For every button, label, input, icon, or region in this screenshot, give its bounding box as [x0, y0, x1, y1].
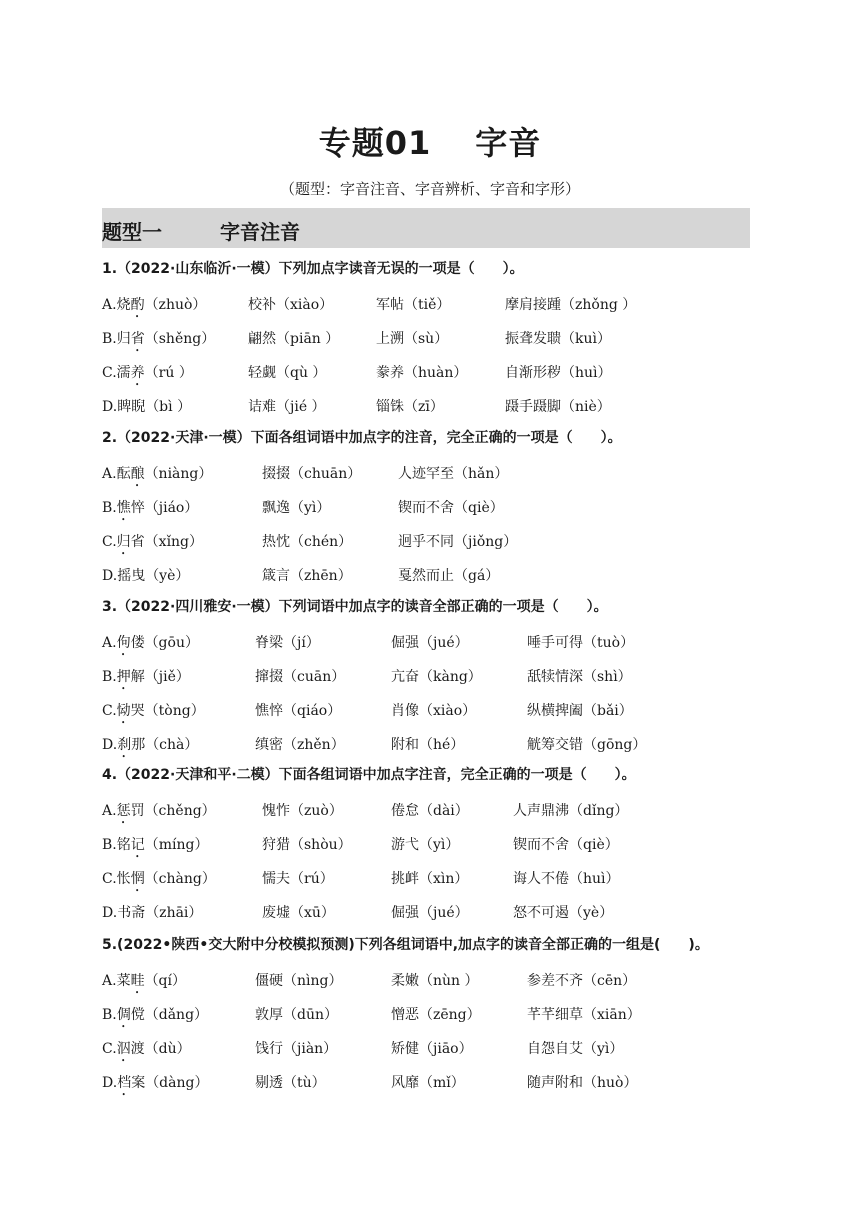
- option-word: 狩猎（shòu）: [262, 837, 352, 853]
- option-word: 憎恶（zēng）: [391, 1007, 481, 1023]
- question-stem: 3.（2022·四川雅安·一模）下列词语中加点字的读音全部正确的一项是（ ）。: [102, 599, 608, 615]
- option-word: A.佝偻（gōu）: [102, 635, 199, 651]
- option-row: [0, 1072, 860, 1094]
- option-row: [0, 396, 860, 418]
- option-word: 校补（xiào）: [248, 297, 334, 313]
- option-word: 军帖（tiě）: [376, 297, 451, 313]
- option-word: 锲而不舍（qiè）: [513, 837, 619, 853]
- option-word: C.泅渡（dù）: [102, 1041, 191, 1057]
- option-word: 愧怍（zuò）: [262, 803, 343, 819]
- option-word: 倦怠（dài）: [391, 803, 469, 819]
- page-title: [0, 118, 860, 164]
- section-header: [102, 208, 750, 248]
- option-row: [0, 294, 860, 316]
- option-word: D.书斋（zhāi）: [102, 905, 203, 921]
- option-row: [0, 632, 860, 654]
- option-row: [0, 734, 860, 756]
- option-word: 摩肩接踵（zhǒng ）: [505, 297, 637, 313]
- option-word: A.酝酿（niàng）: [102, 466, 213, 482]
- option-row: [0, 1004, 860, 1026]
- option-word: 迥乎不同（jiǒng）: [398, 534, 518, 550]
- question-stem: 2.（2022·天津·一模）下面各组词语中加点字的注音，完全正确的一项是（ ）。: [102, 430, 622, 446]
- option-word: 随声附和（huò）: [527, 1075, 638, 1091]
- option-row: [0, 1038, 860, 1060]
- option-word: 上溯（sù）: [376, 331, 449, 347]
- option-word: 戛然而止（gá）: [398, 568, 500, 584]
- option-word: 锱铢（zī）: [376, 399, 444, 415]
- option-word: 附和（hé）: [391, 737, 465, 753]
- option-word: 亢奋（kàng）: [391, 669, 482, 685]
- page-subtitle: （题型：字音注音、字音辨析、字音和字形）: [279, 180, 580, 198]
- option-word: 豢养（huàn）: [376, 365, 468, 381]
- option-word: 风靡（mǐ）: [391, 1075, 465, 1091]
- option-word: 撺掇（cuān）: [255, 669, 346, 685]
- option-word: B.归省（shěng）: [102, 331, 216, 347]
- option-word: C.濡养（rú ）: [102, 365, 193, 381]
- option-word: 人迹罕至（hǎn）: [398, 466, 509, 482]
- option-row: [0, 834, 860, 856]
- option-word: B.憔悴（jiáo）: [102, 500, 199, 516]
- option-word: 人声鼎沸（dǐng）: [513, 803, 629, 819]
- option-word: C.归省（xǐng）: [102, 534, 204, 550]
- option-row: [0, 565, 860, 587]
- option-row: [0, 970, 860, 992]
- option-row: [0, 800, 860, 822]
- option-word: 剔透（tù）: [255, 1075, 326, 1091]
- option-word: 轻觑（qù ）: [248, 365, 327, 381]
- title-topic: 字音: [475, 124, 542, 162]
- option-word: B.倜傥（dǎng）: [102, 1007, 209, 1023]
- option-word: 诘难（jié ）: [248, 399, 326, 415]
- option-row: [0, 362, 860, 384]
- option-word: 热忱（chén）: [262, 534, 353, 550]
- option-word: 挑衅（xìn）: [391, 871, 469, 887]
- option-word: A.烧酌（zhuò）: [102, 297, 207, 313]
- option-word: 倔强（jué）: [391, 635, 469, 651]
- option-word: 箴言（zhēn）: [262, 568, 352, 584]
- option-word: 敦厚（dūn）: [255, 1007, 338, 1023]
- option-word: C.恸哭（tòng）: [102, 703, 205, 719]
- option-row: [0, 328, 860, 350]
- option-word: 缜密（zhěn）: [255, 737, 345, 753]
- option-word: 憔悴（qiáo）: [255, 703, 342, 719]
- question-stem: 4.（2022·天津和平·二模）下面各组词语中加点字注音，完全正确的一项是（ ）。: [102, 767, 636, 783]
- option-word: 自怨自艾（yì）: [527, 1041, 624, 1057]
- question-stem: 5.(2022•陕西•交大附中分校模拟预测)下列各组词语中,加点字的读音全部正确的一组是( )。: [102, 937, 709, 953]
- option-word: C.怅惘（chàng）: [102, 871, 216, 887]
- option-word: D.档案（dàng）: [102, 1075, 209, 1091]
- option-word: 肖像（xiào）: [391, 703, 477, 719]
- option-row: [0, 868, 860, 890]
- option-word: 自渐形秽（huì）: [505, 365, 612, 381]
- option-word: 参差不齐（cēn）: [527, 973, 637, 989]
- option-row: [0, 666, 860, 688]
- option-row: [0, 463, 860, 485]
- option-word: 掇掇（chuān）: [262, 466, 362, 482]
- option-word: 僵硬（nìng）: [255, 973, 343, 989]
- option-word: 诲人不倦（huì）: [513, 871, 620, 887]
- option-word: B.铭记（míng）: [102, 837, 209, 853]
- option-word: 倔强（jué）: [391, 905, 469, 921]
- option-word: 蹑手蹑脚（niè）: [505, 399, 611, 415]
- option-word: 飘逸（yì）: [262, 500, 331, 516]
- option-word: 翩然（piān ）: [248, 331, 340, 347]
- option-row: [0, 902, 860, 924]
- option-word: 脊梁（jí）: [255, 635, 320, 651]
- title-main: 专题01: [318, 124, 432, 162]
- option-row: [0, 700, 860, 722]
- option-word: D.睥睨（bì ）: [102, 399, 192, 415]
- option-word: D.刹那（chà）: [102, 737, 199, 753]
- option-word: D.摇曳（yè）: [102, 568, 190, 584]
- option-word: B.押解（jiě）: [102, 669, 190, 685]
- option-word: 怒不可遏（yè）: [513, 905, 614, 921]
- option-word: 纵横捭阖（bǎi）: [527, 703, 633, 719]
- option-word: 唾手可得（tuò）: [527, 635, 635, 651]
- option-word: 游弋（yì）: [391, 837, 460, 853]
- option-word: 柔嫩（nùn ）: [391, 973, 479, 989]
- option-word: 觥筹交错（gōng）: [527, 737, 647, 753]
- section-label: 题型一: [102, 220, 162, 244]
- option-word: 振聋发聩（kuì）: [505, 331, 611, 347]
- section-name: 字音注音: [220, 220, 300, 244]
- option-word: 舐犊情深（shì）: [527, 669, 632, 685]
- option-word: 矫健（jiāo）: [391, 1041, 473, 1057]
- option-word: 饯行（jiàn）: [255, 1041, 338, 1057]
- option-word: A.菜畦（qí）: [102, 973, 187, 989]
- option-word: 懦夫（rú）: [262, 871, 334, 887]
- option-row: [0, 531, 860, 553]
- option-row: [0, 497, 860, 519]
- question-stem: 1.（2022·山东临沂·一模）下列加点字读音无误的一项是（ ）。: [102, 261, 524, 277]
- option-word: A.惩罚（chěng）: [102, 803, 216, 819]
- option-word: 锲而不舍（qiè）: [398, 500, 504, 516]
- option-word: 芊芊细草（xiān）: [527, 1007, 641, 1023]
- option-word: 废墟（xū）: [262, 905, 335, 921]
